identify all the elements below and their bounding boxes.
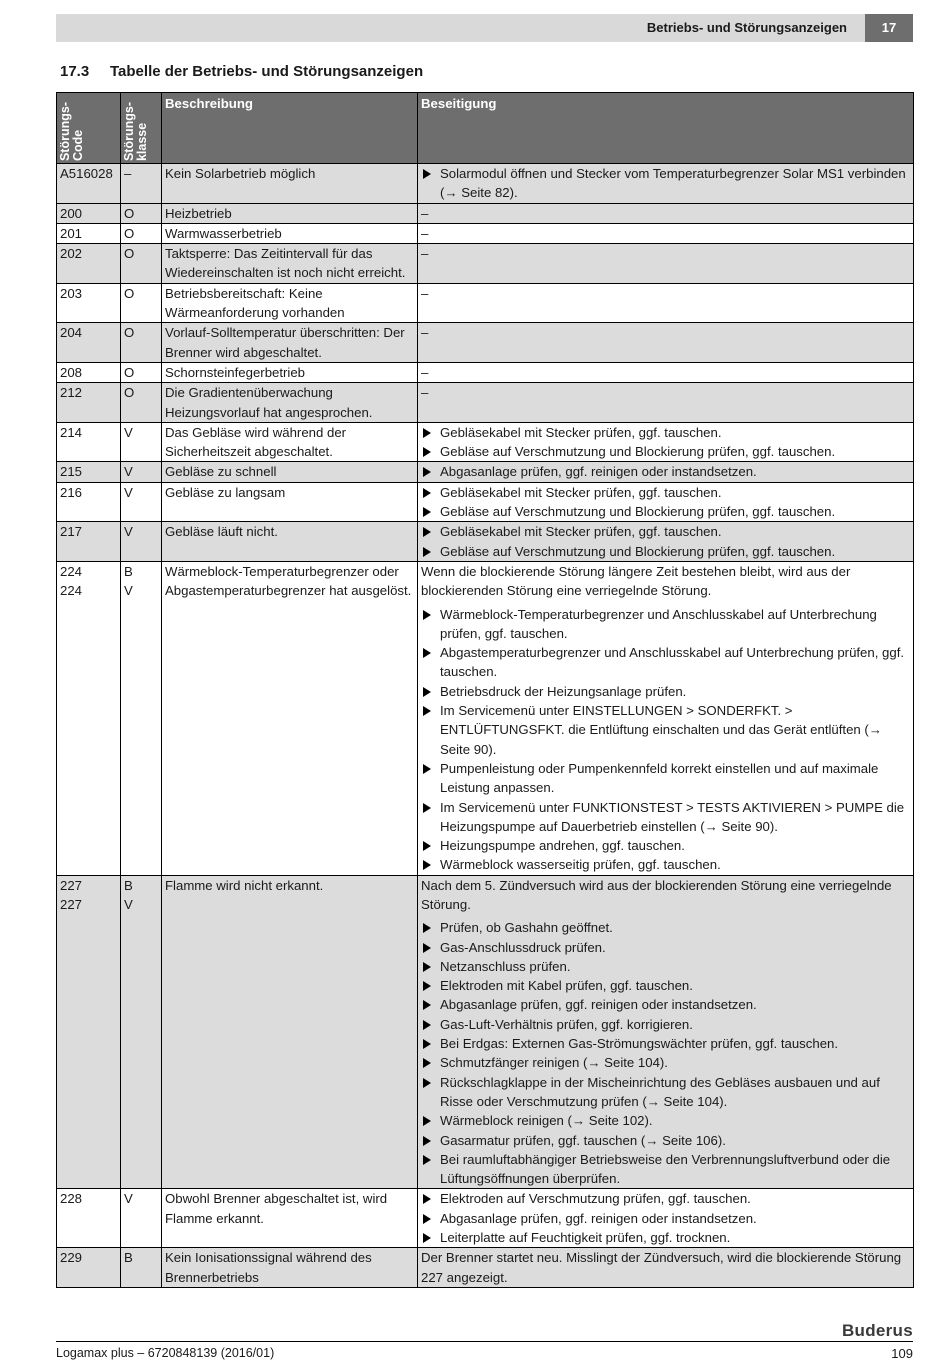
footer-document-info: Logamax plus – 6720848139 (2016/01) — [56, 1346, 275, 1360]
fault-code-cell: 200 — [57, 203, 121, 223]
remedy-step: Wärmeblock wasserseitig prüfen, ggf. tauschen. — [421, 855, 910, 874]
remedy-list — [421, 423, 910, 462]
chapter-number-badge: 17 — [865, 14, 913, 42]
table-row — [57, 1189, 914, 1248]
description-cell: Heizbetrieb — [162, 203, 418, 223]
fault-class-cell: V — [121, 422, 162, 462]
remedy-cell — [418, 164, 914, 204]
fault-class-cell: O — [121, 323, 162, 363]
fault-code-cell: 228 — [57, 1189, 121, 1248]
fault-class-cell: B — [121, 1248, 162, 1288]
description-cell: Warmwasserbetrieb — [162, 223, 418, 243]
remedy-cell — [418, 482, 914, 522]
remedy-step: Netzanschluss prüfen. — [421, 957, 910, 976]
remedy-step: Im Servicemenü unter EINSTELLUNGEN > SONDERFKT. > ENTLÜFTUNGSFKT. die Entlüftung einschalten und das Gerät entlüften (→ Seite 90). — [421, 701, 910, 759]
header-code: Störungs- Code — [57, 93, 121, 164]
fault-code-cell: 216 — [57, 482, 121, 522]
fault-code-cell: 224 224 — [57, 561, 121, 875]
remedy-cell — [418, 383, 914, 423]
remedy-list — [421, 918, 910, 1188]
chapter-title: Betriebs- und Störungsanzeigen — [646, 20, 847, 35]
fault-code-cell: 217 — [57, 522, 121, 562]
brand-logo: Buderus — [841, 1321, 913, 1340]
remedy-intro: – — [421, 364, 429, 380]
description-cell: Vorlauf-Solltemperatur überschritten: Der Brenner wird abgeschaltet. — [162, 323, 418, 363]
table-body — [57, 164, 914, 1288]
remedy-step: Wärmeblock-Temperaturbegrenzer und Anschlusskabel auf Unterbrechung prüfen, ggf. tauschen. — [421, 605, 910, 644]
description-cell: Kein Ionisationssignal während des Brennerbetriebs — [162, 1248, 418, 1288]
remedy-step: Gebläsekabel mit Stecker prüfen, ggf. tauschen. — [421, 483, 910, 502]
fault-code-cell: 203 — [57, 283, 121, 323]
fault-class-cell: V — [121, 482, 162, 522]
remedy-step: Bei Erdgas: Externen Gas-Strömungswächter prüfen, ggf. tauschen. — [421, 1034, 910, 1053]
remedy-list — [421, 1189, 910, 1247]
table-row — [57, 244, 914, 284]
remedy-step: Elektroden auf Verschmutzung prüfen, ggf. tauschen. — [421, 1189, 910, 1208]
remedy-step: Gas-Anschlussdruck prüfen. — [421, 938, 910, 957]
table-row — [57, 422, 914, 462]
remedy-cell — [418, 1189, 914, 1248]
table-row — [57, 323, 914, 363]
remedy-cell — [418, 223, 914, 243]
fault-code-cell: 227 227 — [57, 875, 121, 1189]
remedy-step: Solarmodul öffnen und Stecker vom Temperaturbegrenzer Solar MS1 verbinden (→ Seite 82). — [421, 164, 910, 203]
fault-code-cell: A516028 — [57, 164, 121, 204]
remedy-list — [421, 522, 910, 561]
remedy-step: Abgasanlage prüfen, ggf. reinigen oder instandsetzen. — [421, 462, 910, 481]
fault-code-cell: 202 — [57, 244, 121, 284]
description-cell: Gebläse zu langsam — [162, 482, 418, 522]
fault-class-cell: V — [121, 462, 162, 482]
remedy-cell — [418, 244, 914, 284]
remedy-step: Abgastemperaturbegrenzer und Anschlusskabel auf Unterbrechung prüfen, ggf. tauschen. — [421, 643, 910, 682]
fault-class-cell: O — [121, 244, 162, 284]
fault-class-cell: O — [121, 362, 162, 382]
fault-class-cell: V — [121, 1189, 162, 1248]
remedy-step: Rückschlagklappe in der Mischeinrichtung des Gebläses ausbauen und auf Risse oder Verschmutzung prüfen (→ Seite 104). — [421, 1073, 910, 1112]
table-row — [57, 164, 914, 204]
remedy-step: Gebläse auf Verschmutzung und Blockierung prüfen, ggf. tauschen. — [421, 442, 910, 461]
footer-divider — [56, 1341, 913, 1342]
remedy-intro: – — [421, 285, 429, 301]
section-heading — [60, 63, 423, 80]
description-cell: Kein Solarbetrieb möglich — [162, 164, 418, 204]
fault-code-cell: 214 — [57, 422, 121, 462]
remedy-cell — [418, 1248, 914, 1288]
fault-code-cell: 212 — [57, 383, 121, 423]
remedy-step: Gasarmatur prüfen, ggf. tauschen (→ Seite 106). — [421, 1131, 910, 1150]
remedy-cell — [418, 561, 914, 875]
remedy-intro: Nach dem 5. Zündversuch wird aus der blockierenden Störung eine verriegelnde Störung. — [421, 877, 892, 912]
table-header-row — [57, 93, 914, 164]
remedy-cell — [418, 203, 914, 223]
remedy-step: Gebläsekabel mit Stecker prüfen, ggf. tauschen. — [421, 522, 910, 541]
header-description: Beschreibung — [162, 93, 418, 164]
table-row — [57, 362, 914, 382]
remedy-list — [421, 164, 910, 203]
table-row — [57, 875, 914, 1189]
remedy-cell — [418, 362, 914, 382]
remedy-step: Wärmeblock reinigen (→ Seite 102). — [421, 1111, 910, 1130]
remedy-step: Gas-Luft-Verhältnis prüfen, ggf. korrigieren. — [421, 1015, 910, 1034]
remedy-cell — [418, 462, 914, 482]
remedy-step: Prüfen, ob Gashahn geöffnet. — [421, 918, 910, 937]
remedy-cell — [418, 522, 914, 562]
page-header-bar — [56, 14, 913, 42]
section-number: 17.3 — [60, 63, 90, 80]
remedy-step: Betriebsdruck der Heizungsanlage prüfen. — [421, 682, 910, 701]
remedy-step: Gebläsekabel mit Stecker prüfen, ggf. tauschen. — [421, 423, 910, 442]
fault-class-cell: O — [121, 223, 162, 243]
description-cell: Gebläse zu schnell — [162, 462, 418, 482]
fault-class-cell: O — [121, 383, 162, 423]
remedy-intro: – — [421, 385, 429, 401]
remedy-intro: Wenn die blockierende Störung längere Zeit bestehen bleibt, wird aus der blockierenden Störung eine verriegelnde Störung. — [421, 563, 851, 599]
fault-class-cell: B V — [121, 561, 162, 875]
fault-class-cell: O — [121, 203, 162, 223]
remedy-list — [421, 483, 910, 522]
fault-code-cell: 208 — [57, 362, 121, 382]
fault-code-cell: 201 — [57, 223, 121, 243]
description-cell: Schornsteinfegerbetrieb — [162, 362, 418, 382]
fault-class-cell: O — [121, 283, 162, 323]
description-cell: Wärmeblock-Temperaturbegrenzer oder Abgastemperaturbegrenzer hat ausgelöst. — [162, 561, 418, 875]
description-cell: Taktsperre: Das Zeitintervall für das Wiedereinschalten ist noch nicht erreicht. — [162, 244, 418, 284]
table-row — [57, 482, 914, 522]
page-number: 109 — [891, 1346, 913, 1361]
remedy-intro: – — [421, 246, 429, 262]
remedy-intro: – — [421, 225, 429, 241]
remedy-intro: Der Brenner startet neu. Misslingt der Zündversuch, wird die blockierende Störung 227 angezeigt. — [421, 1250, 902, 1285]
remedy-cell — [418, 283, 914, 323]
description-cell: Die Gradientenüberwachung Heizungsvorlauf hat angesprochen. — [162, 383, 418, 423]
header-remedy: Beseitigung — [418, 93, 914, 164]
remedy-step: Schmutzfänger reinigen (→ Seite 104). — [421, 1053, 910, 1072]
remedy-step: Im Servicemenü unter FUNKTIONSTEST > TESTS AKTIVIEREN > PUMPE die Heizungspumpe auf Dauerbetrieb einstellen (→ Seite 90). — [421, 798, 910, 837]
header-class: Störungs- klasse — [121, 93, 162, 164]
remedy-step: Abgasanlage prüfen, ggf. reinigen oder instandsetzen. — [421, 995, 910, 1014]
remedy-cell — [418, 323, 914, 363]
fault-class-cell: B V — [121, 875, 162, 1189]
fault-class-cell: V — [121, 522, 162, 562]
fault-code-table — [56, 92, 914, 1288]
fault-code-cell: 229 — [57, 1248, 121, 1288]
fault-code-cell: 204 — [57, 323, 121, 363]
description-cell: Obwohl Brenner abgeschaltet ist, wird Flamme erkannt. — [162, 1189, 418, 1248]
table-row — [57, 561, 914, 875]
remedy-list — [421, 462, 910, 481]
remedy-step: Bei raumluftabhängiger Betriebsweise den Verbrennungsluftverbund oder die Lüftungsöffnungen überprüfen. — [421, 1150, 910, 1189]
table-row — [57, 1248, 914, 1288]
table-row — [57, 283, 914, 323]
fault-code-cell: 215 — [57, 462, 121, 482]
table-row — [57, 203, 914, 223]
remedy-step: Pumpenleistung oder Pumpenkennfeld korrekt einstellen und auf maximale Leistung anpassen. — [421, 759, 910, 798]
remedy-list — [421, 605, 910, 875]
remedy-intro: – — [421, 205, 429, 221]
table-row — [57, 383, 914, 423]
description-cell: Betriebsbereitschaft: Keine Wärmeanforderung vorhanden — [162, 283, 418, 323]
table-row — [57, 223, 914, 243]
remedy-cell — [418, 422, 914, 462]
remedy-step: Gebläse auf Verschmutzung und Blockierung prüfen, ggf. tauschen. — [421, 542, 910, 561]
description-cell: Gebläse läuft nicht. — [162, 522, 418, 562]
table-row — [57, 462, 914, 482]
remedy-step: Gebläse auf Verschmutzung und Blockierung prüfen, ggf. tauschen. — [421, 502, 910, 521]
remedy-step: Elektroden mit Kabel prüfen, ggf. tauschen. — [421, 976, 910, 995]
remedy-cell — [418, 875, 914, 1189]
description-cell: Das Gebläse wird während der Sicherheitszeit abgeschaltet. — [162, 422, 418, 462]
remedy-step: Abgasanlage prüfen, ggf. reinigen oder instandsetzen. — [421, 1209, 910, 1228]
description-cell: Flamme wird nicht erkannt. — [162, 875, 418, 1189]
table-row — [57, 522, 914, 562]
remedy-intro: – — [421, 325, 429, 341]
remedy-step: Heizungspumpe andrehen, ggf. tauschen. — [421, 836, 910, 855]
section-title: Tabelle der Betriebs- und Störungsanzeigen — [110, 63, 424, 80]
remedy-step: Leiterplatte auf Feuchtigkeit prüfen, ggf. trocknen. — [421, 1228, 910, 1247]
fault-class-cell: – — [121, 164, 162, 204]
